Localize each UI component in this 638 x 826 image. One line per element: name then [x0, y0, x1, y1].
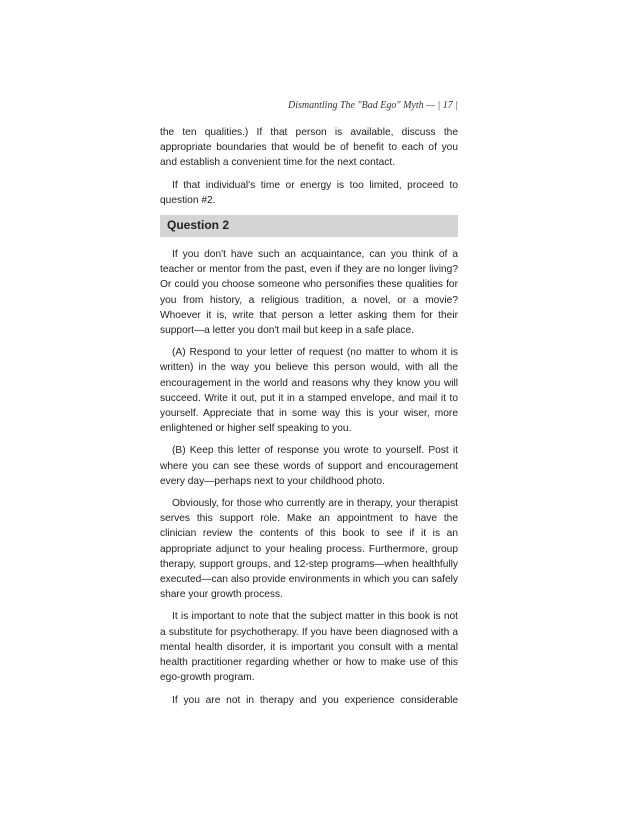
paragraph: Obviously, for those who currently are in therapy, your therapist serves this support role. Make an appointment to have the clinician review the contents of this book to see if it is an appropriate adjunct to your healing process. Furthermore, group therapy, support groups, and 12-step programs—when healthfully executed—can also provide environments in which you can safely share your growth process.	[160, 498, 458, 601]
paragraph: (A) Respond to your letter of request (no matter to whom it is written) in the way you believe this person would, with all the encouragement in the world and reasons why they know you will succeed. Write it out, put it in a stamped envelope, and mail it to yourself. Appreciate that in some way this is your wiser, more enlightened or higher self speaking to you.	[160, 347, 458, 435]
paragraph: If you don't have such an acquaintance, can you think of a teacher or mentor from the past, even if they are no longer living? Or could you choose someone who personifies these qualities for you from history, a religious tradition, a novel, or a movie? Whoever it is, write that person a letter asking them for their support—a letter you don't mail but keep in a safe place.	[160, 249, 458, 337]
section-heading-box	[160, 215, 458, 237]
page-body	[160, 125, 458, 715]
paragraph-continued: If you are not in therapy and you experience considerable	[172, 694, 458, 706]
paragraph: the ten qualities.) If that person is available, discuss the appropriate boundaries that would be of benefit to each of you and establish a convenient time for the next contact.	[160, 127, 458, 169]
section-heading: Question 2	[167, 218, 230, 233]
running-head: Dismantling The "Bad Ego" Myth — | 17 |	[288, 100, 458, 111]
paragraph: (B) Keep this letter of response you wrote to yourself. Post it where you can see these words of support and encouragement every day—perhaps next to your childhood photo.	[160, 445, 458, 487]
paragraph: It is important to note that the subject matter in this book is not a substitute for psychotherapy. If you have been diagnosed with a mental health disorder, it is important you consult with a mental health practitioner regarding whether or how to make use of this ego-growth program.	[160, 611, 458, 684]
paragraph: If that individual's time or energy is too limited, proceed to question #2.	[160, 179, 458, 206]
